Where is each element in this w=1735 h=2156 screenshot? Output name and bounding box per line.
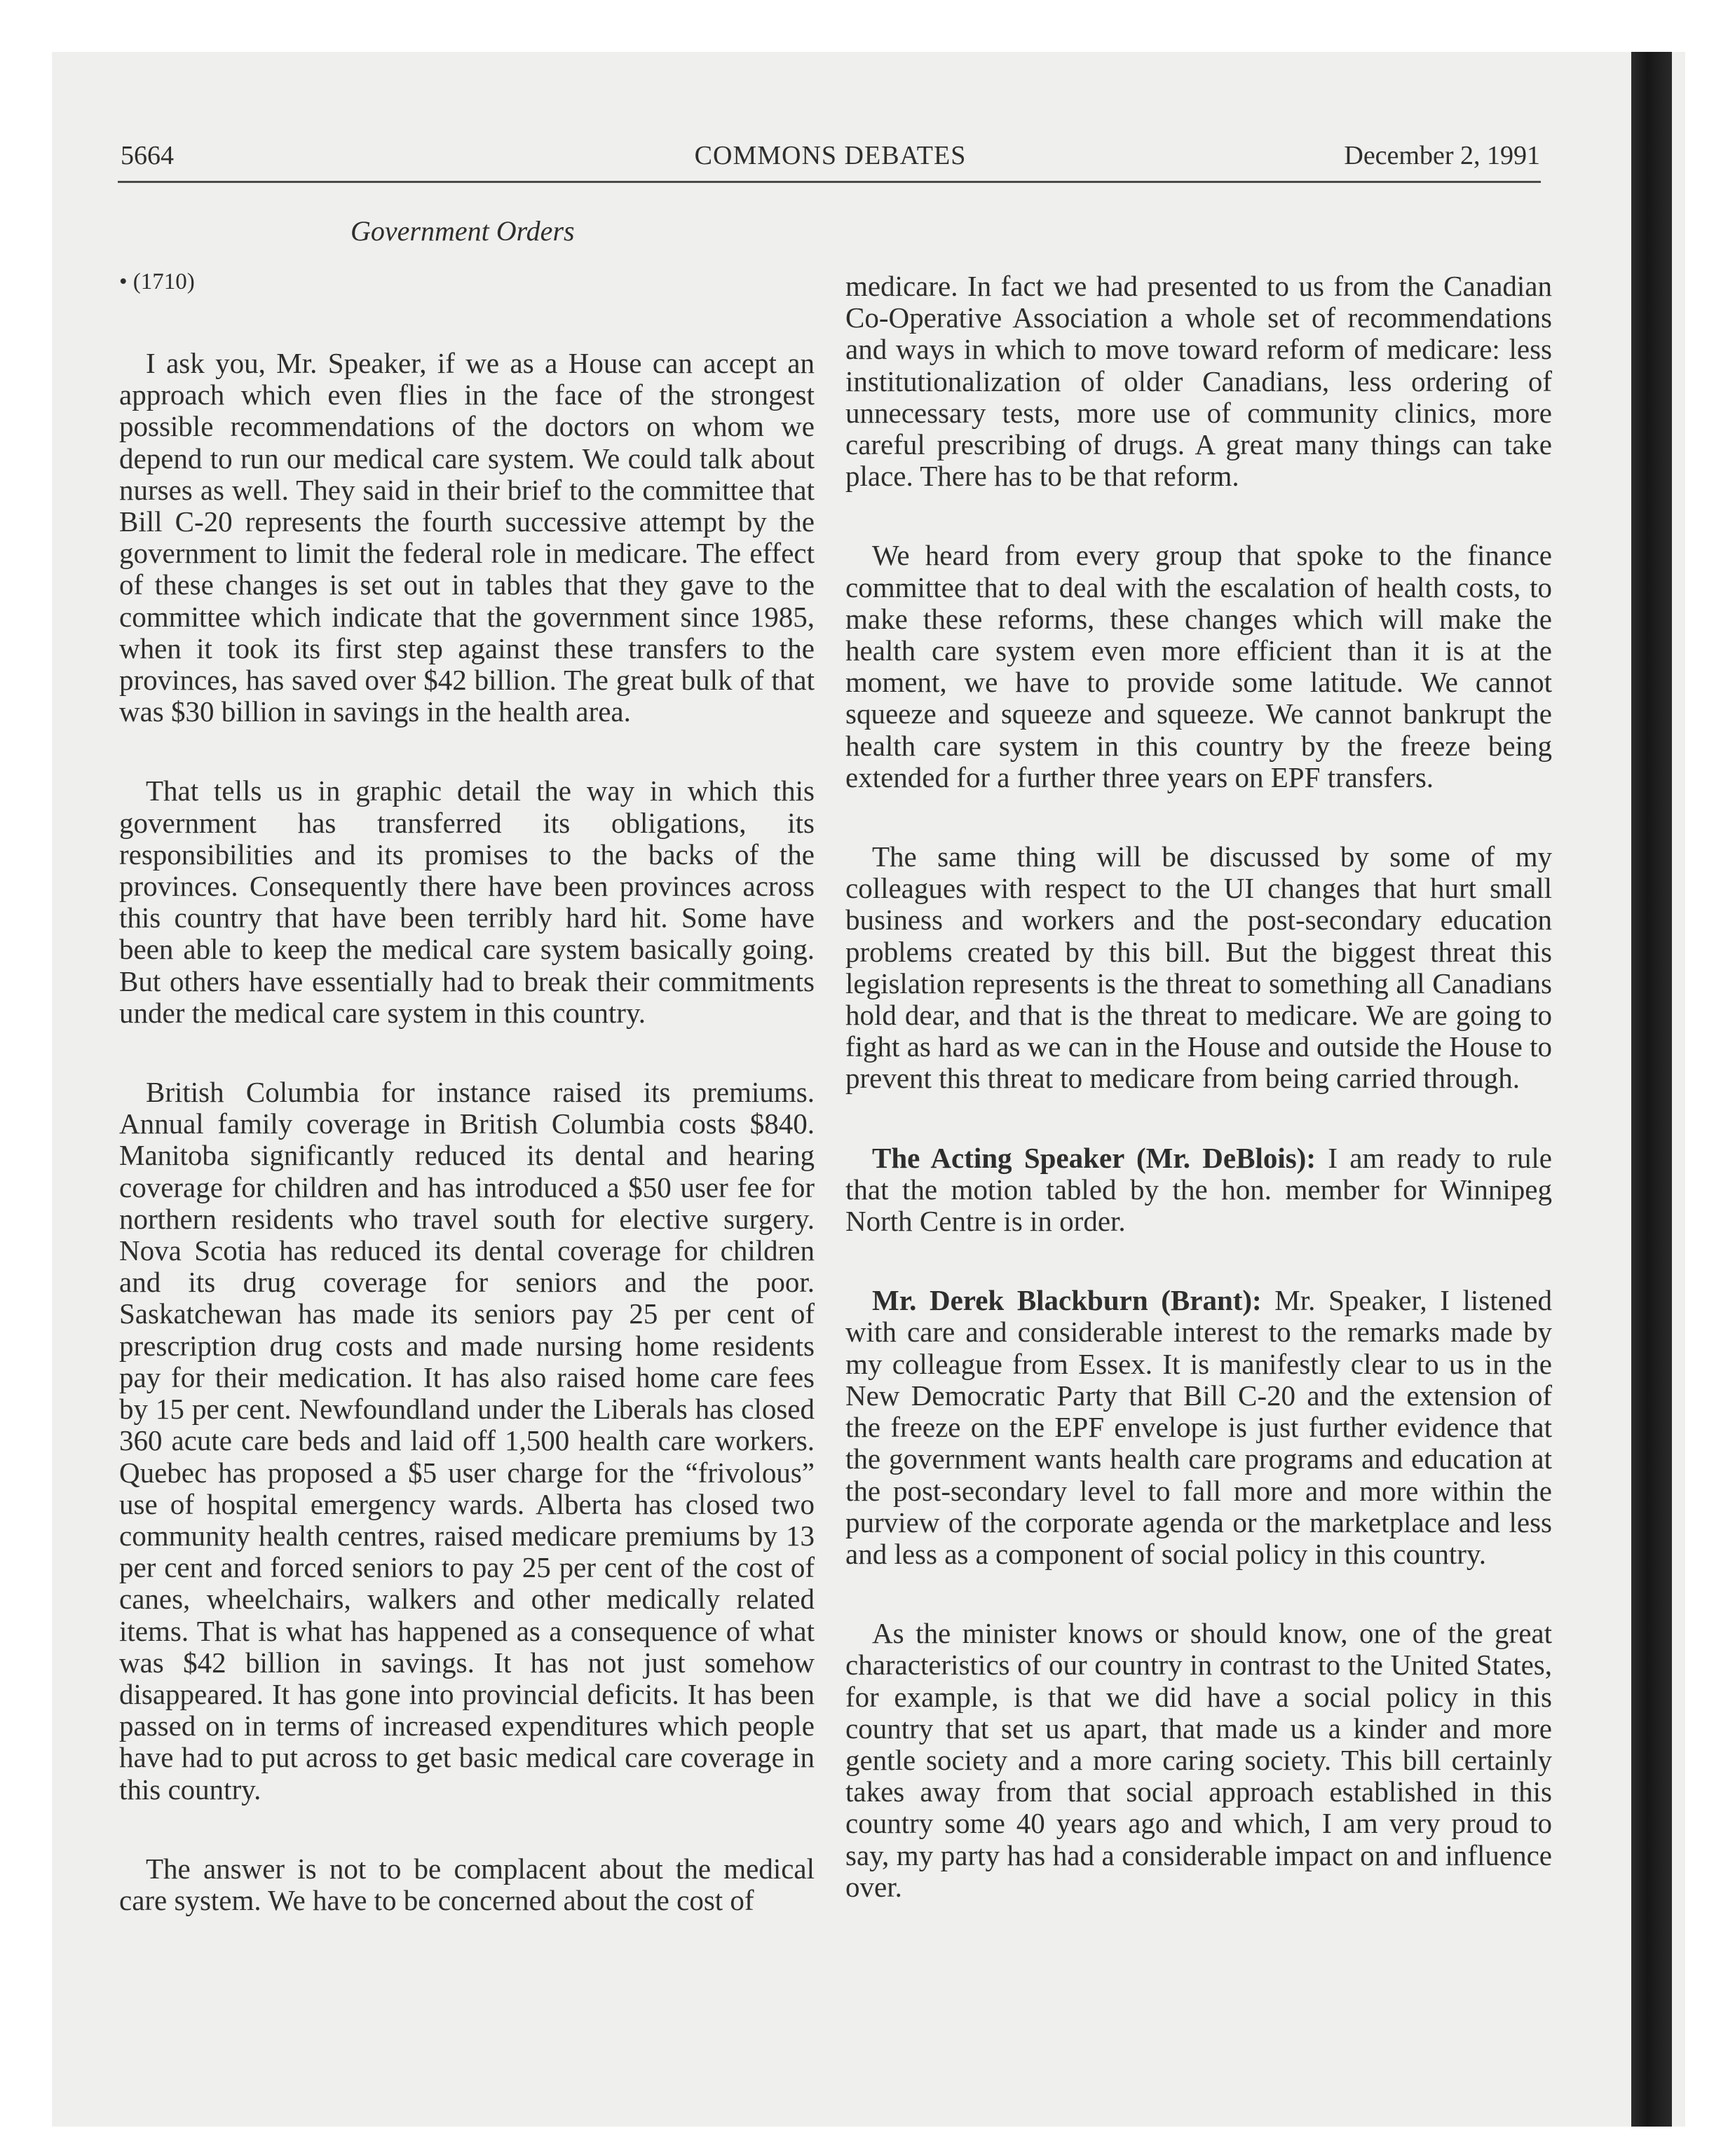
publication-title: COMMONS DEBATES	[694, 141, 967, 170]
speech-paragraph	[845, 1285, 1552, 1570]
paragraph: I ask you, Mr. Speaker, if we as a House can accept an approach which even flies in the face of the strongest possible recommendations of the doctors on whom we depend to run our medical care system. We could talk about nurses as well. They said in their brief to the committee that Bill C-20 represents the fourth successive attempt by the government to limit the federal role in medicare. The effect of these changes is set out in tables that they gave to the committee which indicate that the government since 1985, when it took its first step against these transfers to the provinces, has saved over $42 billion. The great bulk of that was $30 billion in savings in the health area.	[119, 347, 815, 728]
left-column	[119, 348, 815, 1964]
paragraph: As the minister knows or should know, one of the great characteristics of our country in contrast to the United States, for example, is that we did have a social policy in this country that set us apart, that made us a kinder and more gentle society and a more caring society. This bill certainly takes away from that social approach established in this country some 40 years ago and which, I am very proud to say, my party has had a considerable impact on and influence over.	[845, 1617, 1552, 1903]
speaker-name: The Acting Speaker (Mr. DeBlois):	[872, 1141, 1316, 1174]
time-stamp: • (1710)	[119, 269, 195, 294]
paragraph: British Columbia for instance raised its premiums. Annual family coverage in British Columbia costs $840. Manitoba significantly reduced its dental and hearing coverage for children and has introduced a $50 user fee for northern residents who travel south for elective surgery. Nova Scotia has reduced its dental coverage for children and its drug coverage for seniors and the poor. Saskatchewan has made its seniors pay 25 per cent of prescription drug costs and made nursing home residents pay for their medication. It has also raised home care fees by 15 per cent. Newfoundland under the Liberals has closed 360 acute care beds and laid off 1,500 health care workers. Quebec has proposed a $5 user charge for the “frivolous” use of hospital emergency wards. Alberta has closed two community health centres, raised medicare premiums by 13 per cent and forced seniors to pay 25 per cent of the cost of canes, wheelchairs, walkers and other medically related items. That is what has happened as a consequence of what was $42 billion in savings. It has not just somehow disappeared. It has gone into provincial deficits. It has been passed on in terms of increased expenditures which people have had to put across to get basic medical care coverage in this country.	[119, 1076, 815, 1806]
scan-edge-shadow	[1631, 52, 1672, 2127]
right-column	[845, 271, 1552, 1951]
section-title: Government Orders	[351, 215, 575, 247]
paragraph: The answer is not to be complacent about the medical care system. We have to be concerned about the cost of	[119, 1852, 815, 1916]
paragraph: We heard from every group that spoke to the finance committee that to deal with the escalation of health costs, to make these reforms, these changes which will make the health care system even more efficient than it is at the moment, we have to provide some latitude. We cannot squeeze and squeeze and squeeze. We cannot bankrupt the health care system in this country by the freeze being extended for a further three years on EPF transfers.	[845, 539, 1552, 793]
speech-paragraph	[845, 1142, 1552, 1238]
paragraph: The same thing will be discussed by some of my colleagues with respect to the UI changes that hurt small business and workers and the post-secondary education problems created by this bill. But the biggest threat this legislation represents is the threat to something all Canadians hold dear, and that is the threat to medicare. We are going to fight as hard as we can in the House and outside the House to prevent this threat to medicare from being carried through.	[845, 840, 1552, 1095]
publication-date: December 2, 1991	[1344, 141, 1540, 170]
speech-text: I am ready to rule that the motion tabled by the hon. member for Winnipeg North Centre is in order.	[845, 1141, 1552, 1238]
speaker-name: Mr. Derek Blackburn (Brant):	[872, 1284, 1262, 1317]
page-header	[121, 140, 1540, 179]
page-number: 5664	[121, 141, 174, 170]
header-rule	[118, 181, 1541, 183]
speech-text: Mr. Speaker, I listened with care and considerable interest to the remarks made by my colleague from Essex. It is manifestly clear to us in the New Democratic Party that Bill C-20 and the extension of the freeze on the EPF envelope is just further evidence that the government wants health care programs and education at the post-secondary level to fall more and more within the purview of the corporate agenda or the marketplace and less and less as a component of social policy in this country.	[845, 1284, 1552, 1570]
paragraph: That tells us in graphic detail the way in which this government has transferred its obligations, its responsibilities and its promises to the backs of the provinces. Consequently there have been provinces across this country that have been terribly hard hit. Some have been able to keep the medical care system basically going. But others have essentially had to break their commitments under the medical care system in this country.	[119, 775, 815, 1029]
paragraph: medicare. In fact we had presented to us from the Canadian Co-Operative Association a whole set of recommendations and ways in which to move toward reform of medicare: less institutionalization of older Canadians, less ordering of unnecessary tests, more use of community clinics, more careful prescribing of drugs. A great many things can take place. There has to be that reform.	[845, 270, 1552, 493]
